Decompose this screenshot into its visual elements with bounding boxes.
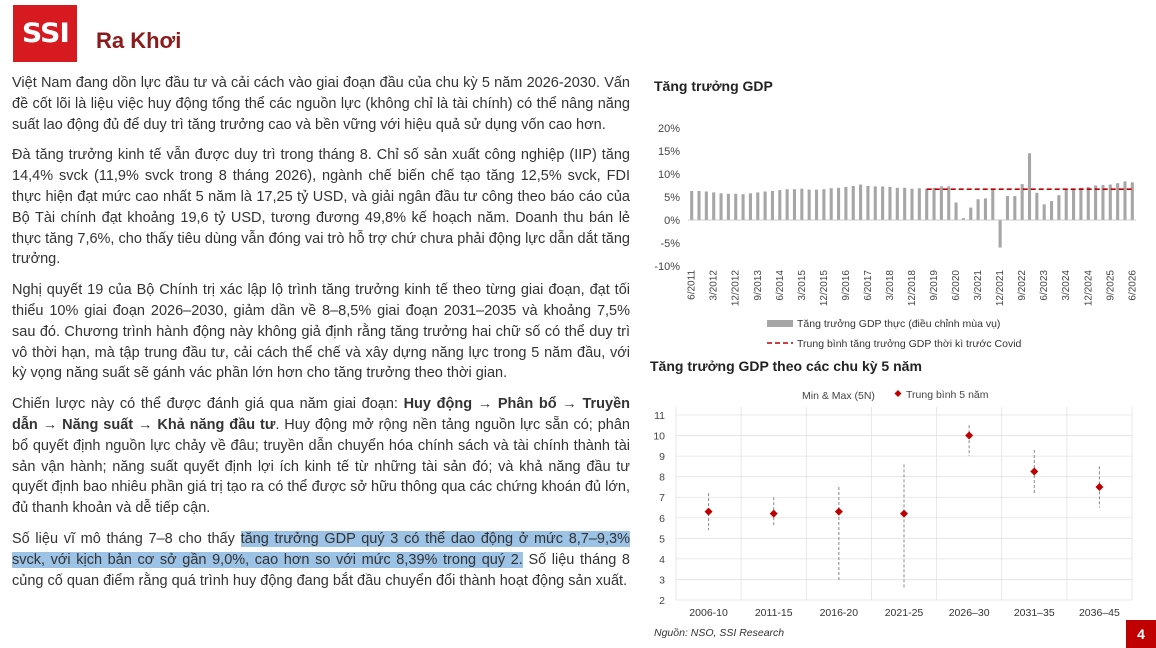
y-tick-label: 7 bbox=[659, 492, 665, 505]
x-tick-label: 12/2024 bbox=[1083, 270, 1095, 307]
gdp-chart-title: Tăng trưởng GDP bbox=[654, 78, 773, 94]
gdp-bar bbox=[771, 191, 774, 220]
gdp-bar bbox=[1087, 187, 1090, 220]
ssi-logo: SSI bbox=[13, 5, 77, 62]
gdp-bar bbox=[969, 208, 972, 220]
gdp-bar bbox=[1065, 189, 1068, 220]
source-note: Nguồn: NSO, SSI Research bbox=[654, 627, 785, 639]
y-tick-label: 3 bbox=[659, 574, 665, 587]
x-tick-label: 6/2011 bbox=[686, 270, 698, 300]
legend-bar-swatch bbox=[767, 320, 793, 327]
gdp-bar bbox=[1013, 196, 1016, 220]
gdp-bar bbox=[844, 187, 847, 220]
y-tick-label: 4 bbox=[659, 553, 665, 566]
gdp-bar bbox=[955, 203, 958, 220]
gdp-bar bbox=[1006, 196, 1009, 220]
gdp-bar bbox=[830, 188, 833, 220]
gdp-bar bbox=[925, 189, 928, 220]
x-tick-label: 3/2015 bbox=[796, 270, 808, 301]
gdp-bar bbox=[1072, 189, 1075, 220]
x-tick-label: 9/2025 bbox=[1105, 270, 1117, 301]
gdp-bar bbox=[866, 186, 869, 220]
gdp-bar bbox=[793, 189, 796, 220]
x-tick-label: 6/2026 bbox=[1127, 270, 1139, 301]
average-diamond bbox=[770, 510, 778, 518]
body-text bbox=[12, 73, 630, 601]
cycle-chart-title: Tăng trưởng GDP theo các chu kỳ 5 năm bbox=[650, 358, 922, 374]
gdp-bar bbox=[910, 189, 913, 220]
x-tick-label: 9/2019 bbox=[929, 270, 941, 301]
average-diamond bbox=[965, 432, 973, 440]
gdp-bar bbox=[800, 189, 803, 220]
y-tick-label: 2 bbox=[659, 595, 665, 607]
gdp-bar bbox=[808, 190, 811, 220]
gdp-bar bbox=[1094, 186, 1097, 221]
gdp-bar bbox=[712, 192, 715, 220]
x-tick-label: 9/2016 bbox=[840, 270, 852, 301]
y-tick-label: 11 bbox=[654, 410, 665, 422]
gdp-bar bbox=[778, 190, 781, 220]
gdp-bar bbox=[947, 186, 950, 220]
x-tick-label: 9/2022 bbox=[1017, 270, 1029, 301]
x-tick-label: 6/2023 bbox=[1039, 270, 1051, 301]
gdp-bar bbox=[896, 188, 899, 220]
gdp-bar bbox=[756, 192, 759, 220]
x-tick-label: 12/2021 bbox=[995, 270, 1007, 307]
paragraph-5-intro: Số liệu vĩ mô tháng 7–8 cho thấy bbox=[12, 530, 241, 547]
y-tick-label: 5 bbox=[659, 533, 665, 546]
paragraph-5 bbox=[12, 529, 630, 591]
gdp-bar bbox=[742, 194, 745, 220]
gdp-bar bbox=[999, 220, 1002, 248]
gdp-bar bbox=[903, 188, 906, 220]
x-tick-label: 6/2017 bbox=[862, 270, 874, 301]
x-tick-label: 12/2018 bbox=[907, 270, 918, 307]
gdp-bar bbox=[690, 191, 693, 220]
x-tick-label: 12/2012 bbox=[730, 270, 742, 307]
x-tick-label: 2021-25 bbox=[884, 607, 924, 619]
paragraph-3: Nghị quyết 19 của Bộ Chính trị xác lập lộ trình tăng trưởng kinh tế theo từng giai đoạn, đạt tối thiểu 10% giai đoạn 2026–2030, giảm dần về 8–8,5% giai đoạn 2031–2035 và khoảng 7,5% sau đó. Chương trình hành động này không giả định rằng tăng trưởng hai chữ số có thể duy trì vô thời hạn, mà tập trung đầu tư, cải cách thể chế và xây dựng năng lực trong 5 năm đầu, với kỳ vọng năng suất sẽ gánh vác phần lớn hơn cho tăng trưởng theo thời gian. bbox=[12, 282, 630, 382]
gdp-bar bbox=[734, 194, 737, 220]
gdp-bar bbox=[727, 194, 730, 220]
x-tick-label: 2006-10 bbox=[689, 607, 728, 619]
gdp-bar bbox=[764, 191, 767, 220]
gdp-bar bbox=[977, 199, 980, 220]
y-tick-label: -5% bbox=[660, 238, 680, 250]
gdp-bar bbox=[932, 188, 935, 220]
gdp-bar bbox=[991, 190, 994, 220]
paragraph-4 bbox=[12, 394, 630, 519]
gdp-bar bbox=[815, 190, 818, 220]
paragraph-2: Đà tăng trưởng kinh tế vẫn được duy trì trong tháng 8. Chỉ số sản xuất công nghiệp (IIP) tăng 14,4% svck (11,9% svck trong 8 tháng 2026), ngành chế biến chế tạo tăng 12,5% svck, FDI thực hiện đạt mức cao nhất 5 năm là 17,25 tỷ USD, và giải ngân đầu tư công theo báo cáo của Bộ Tài chính đạt khoảng 19,6 tỷ USD, tương đương 49,8% kế hoạch năm. Doanh thu bán lẻ thực tăng 7,6%, cho thấy tiêu dùng vẫn đóng vai trò hỗ trợ chứ chưa phải động lực dẫn dắt tăng trưởng. bbox=[12, 147, 630, 268]
gdp-bar bbox=[749, 193, 752, 220]
gdp-bar bbox=[1043, 204, 1046, 220]
gdp-cycle-chart bbox=[640, 380, 1150, 625]
x-tick-label: 2011-15 bbox=[754, 607, 793, 619]
gdp-bar bbox=[984, 198, 987, 220]
gdp-bar bbox=[1035, 193, 1038, 220]
paragraph-5-rest: Số liệu tháng 8 củng cố quan điểm rằng quá trình huy động đang bắt đầu chuyển đổi thành hoạt động sản xuất. bbox=[12, 551, 630, 589]
x-tick-label: 2036–45 bbox=[1078, 607, 1120, 619]
paragraph-4-intro: Chiến lược này có thể được đánh giá qua năm giai đoạn: bbox=[12, 396, 404, 413]
gdp-bar bbox=[874, 186, 877, 220]
gdp-bar bbox=[940, 186, 943, 220]
x-tick-label: 9/2013 bbox=[752, 270, 764, 301]
x-tick-label: 2016-20 bbox=[819, 607, 859, 619]
gdp-bar bbox=[852, 186, 855, 220]
y-tick-label: 20% bbox=[657, 123, 680, 135]
page-title: Ra Khơi bbox=[96, 28, 182, 53]
y-tick-label: 9 bbox=[659, 451, 665, 464]
x-tick-label: 3/2012 bbox=[708, 270, 720, 301]
average-diamond bbox=[900, 510, 908, 518]
gdp-bar bbox=[1079, 188, 1082, 220]
x-tick-label: 2031–35 bbox=[1013, 607, 1055, 619]
gdp-bar bbox=[918, 188, 921, 220]
legend-minmax-label: Min & Max (5N) bbox=[802, 390, 875, 402]
gdp-bar bbox=[697, 191, 700, 220]
average-diamond bbox=[705, 508, 713, 516]
page-number: 4 bbox=[1126, 620, 1156, 648]
x-tick-label: 3/2024 bbox=[1061, 270, 1073, 301]
y-tick-label: 10% bbox=[657, 169, 680, 181]
y-tick-label: 10 bbox=[653, 430, 665, 443]
legend-line-label: Trung bình tăng trưởng GDP thời kì trước Covid bbox=[797, 338, 1022, 350]
x-tick-label: 6/2020 bbox=[951, 270, 963, 301]
legend-average-label: Trung bình 5 năm bbox=[906, 389, 989, 401]
x-tick-label: 12/2015 bbox=[818, 270, 830, 307]
average-diamond bbox=[1095, 483, 1103, 491]
x-tick-label: 6/2014 bbox=[774, 270, 786, 301]
average-diamond bbox=[1030, 468, 1038, 476]
gdp-bar bbox=[1028, 153, 1031, 220]
gdp-bar bbox=[881, 186, 884, 220]
gdp-bar bbox=[1131, 182, 1134, 220]
gdp-bar bbox=[720, 193, 723, 220]
x-tick-label: 3/2021 bbox=[973, 270, 985, 301]
x-tick-label: 3/2018 bbox=[884, 270, 896, 301]
gdp-bar bbox=[888, 187, 891, 220]
gdp-bar bbox=[859, 185, 862, 220]
average-diamond bbox=[835, 508, 843, 516]
gdp-bar bbox=[1050, 201, 1053, 220]
gdp-bar bbox=[1057, 195, 1060, 220]
gdp-bar bbox=[822, 189, 825, 220]
gdp-bar bbox=[786, 189, 789, 220]
paragraph-4-rest: . Huy động mở rộng nền tảng nguồn lực sẵn có; phân bổ quyết định nguồn lực chảy về đâu; truyền dẫn chuyển hóa chính sách và tài chính thành tài sản vận hành; năng suất quyết định lợi ích kinh tế từ những tài sản đó; và khả năng đầu tư quyết định bao nhiêu phần giá trị tạo ra có thể được sở hữu thông qua các chứng khoán đủ lớn, đủ thanh khoản và dễ tiếp cận. bbox=[12, 416, 630, 517]
highlighted-text[interactable]: tăng trưởng GDP quý 3 có thể dao động ở mức 8,7–9,3% svck, với kịch bản cơ sở gần 9,0%, cao hơn so với mức 8,39% trong quý 2. bbox=[12, 530, 630, 568]
y-tick-label: 15% bbox=[657, 146, 680, 158]
x-tick-label: 2026–30 bbox=[948, 607, 990, 619]
stage-chain: Huy động → Phân bổ → Truyền dẫn → Năng suất → Khả năng đầu tư bbox=[12, 396, 630, 433]
gdp-bar bbox=[1123, 181, 1126, 220]
gdp-bar bbox=[705, 191, 708, 220]
gdp-bar bbox=[1101, 185, 1104, 220]
paragraph-1: Việt Nam đang dồn lực đầu tư và cải cách vào giai đoạn đầu của chu kỳ 5 năm 2026-2030. Vấn đề cốt lõi là liệu việc huy động tổng thể các nguồn lực (không chỉ là tài chính) có thể nâng năng suất lao động đủ để duy trì tăng trưởng cao và bền vững với hiệu quả sử dụng vốn cao hơn. bbox=[12, 75, 630, 133]
legend-diamond bbox=[895, 390, 902, 397]
y-tick-label: 5% bbox=[664, 192, 680, 204]
gdp-growth-chart bbox=[640, 112, 1150, 357]
y-tick-label: -10% bbox=[654, 261, 680, 273]
y-tick-label: 0% bbox=[664, 215, 680, 227]
legend-bar-label: Tăng trưởng GDP thực (điều chỉnh mùa vụ) bbox=[797, 318, 1001, 330]
y-tick-label: 8 bbox=[659, 471, 665, 484]
y-tick-label: 6 bbox=[659, 512, 665, 525]
gdp-bar bbox=[837, 188, 840, 220]
